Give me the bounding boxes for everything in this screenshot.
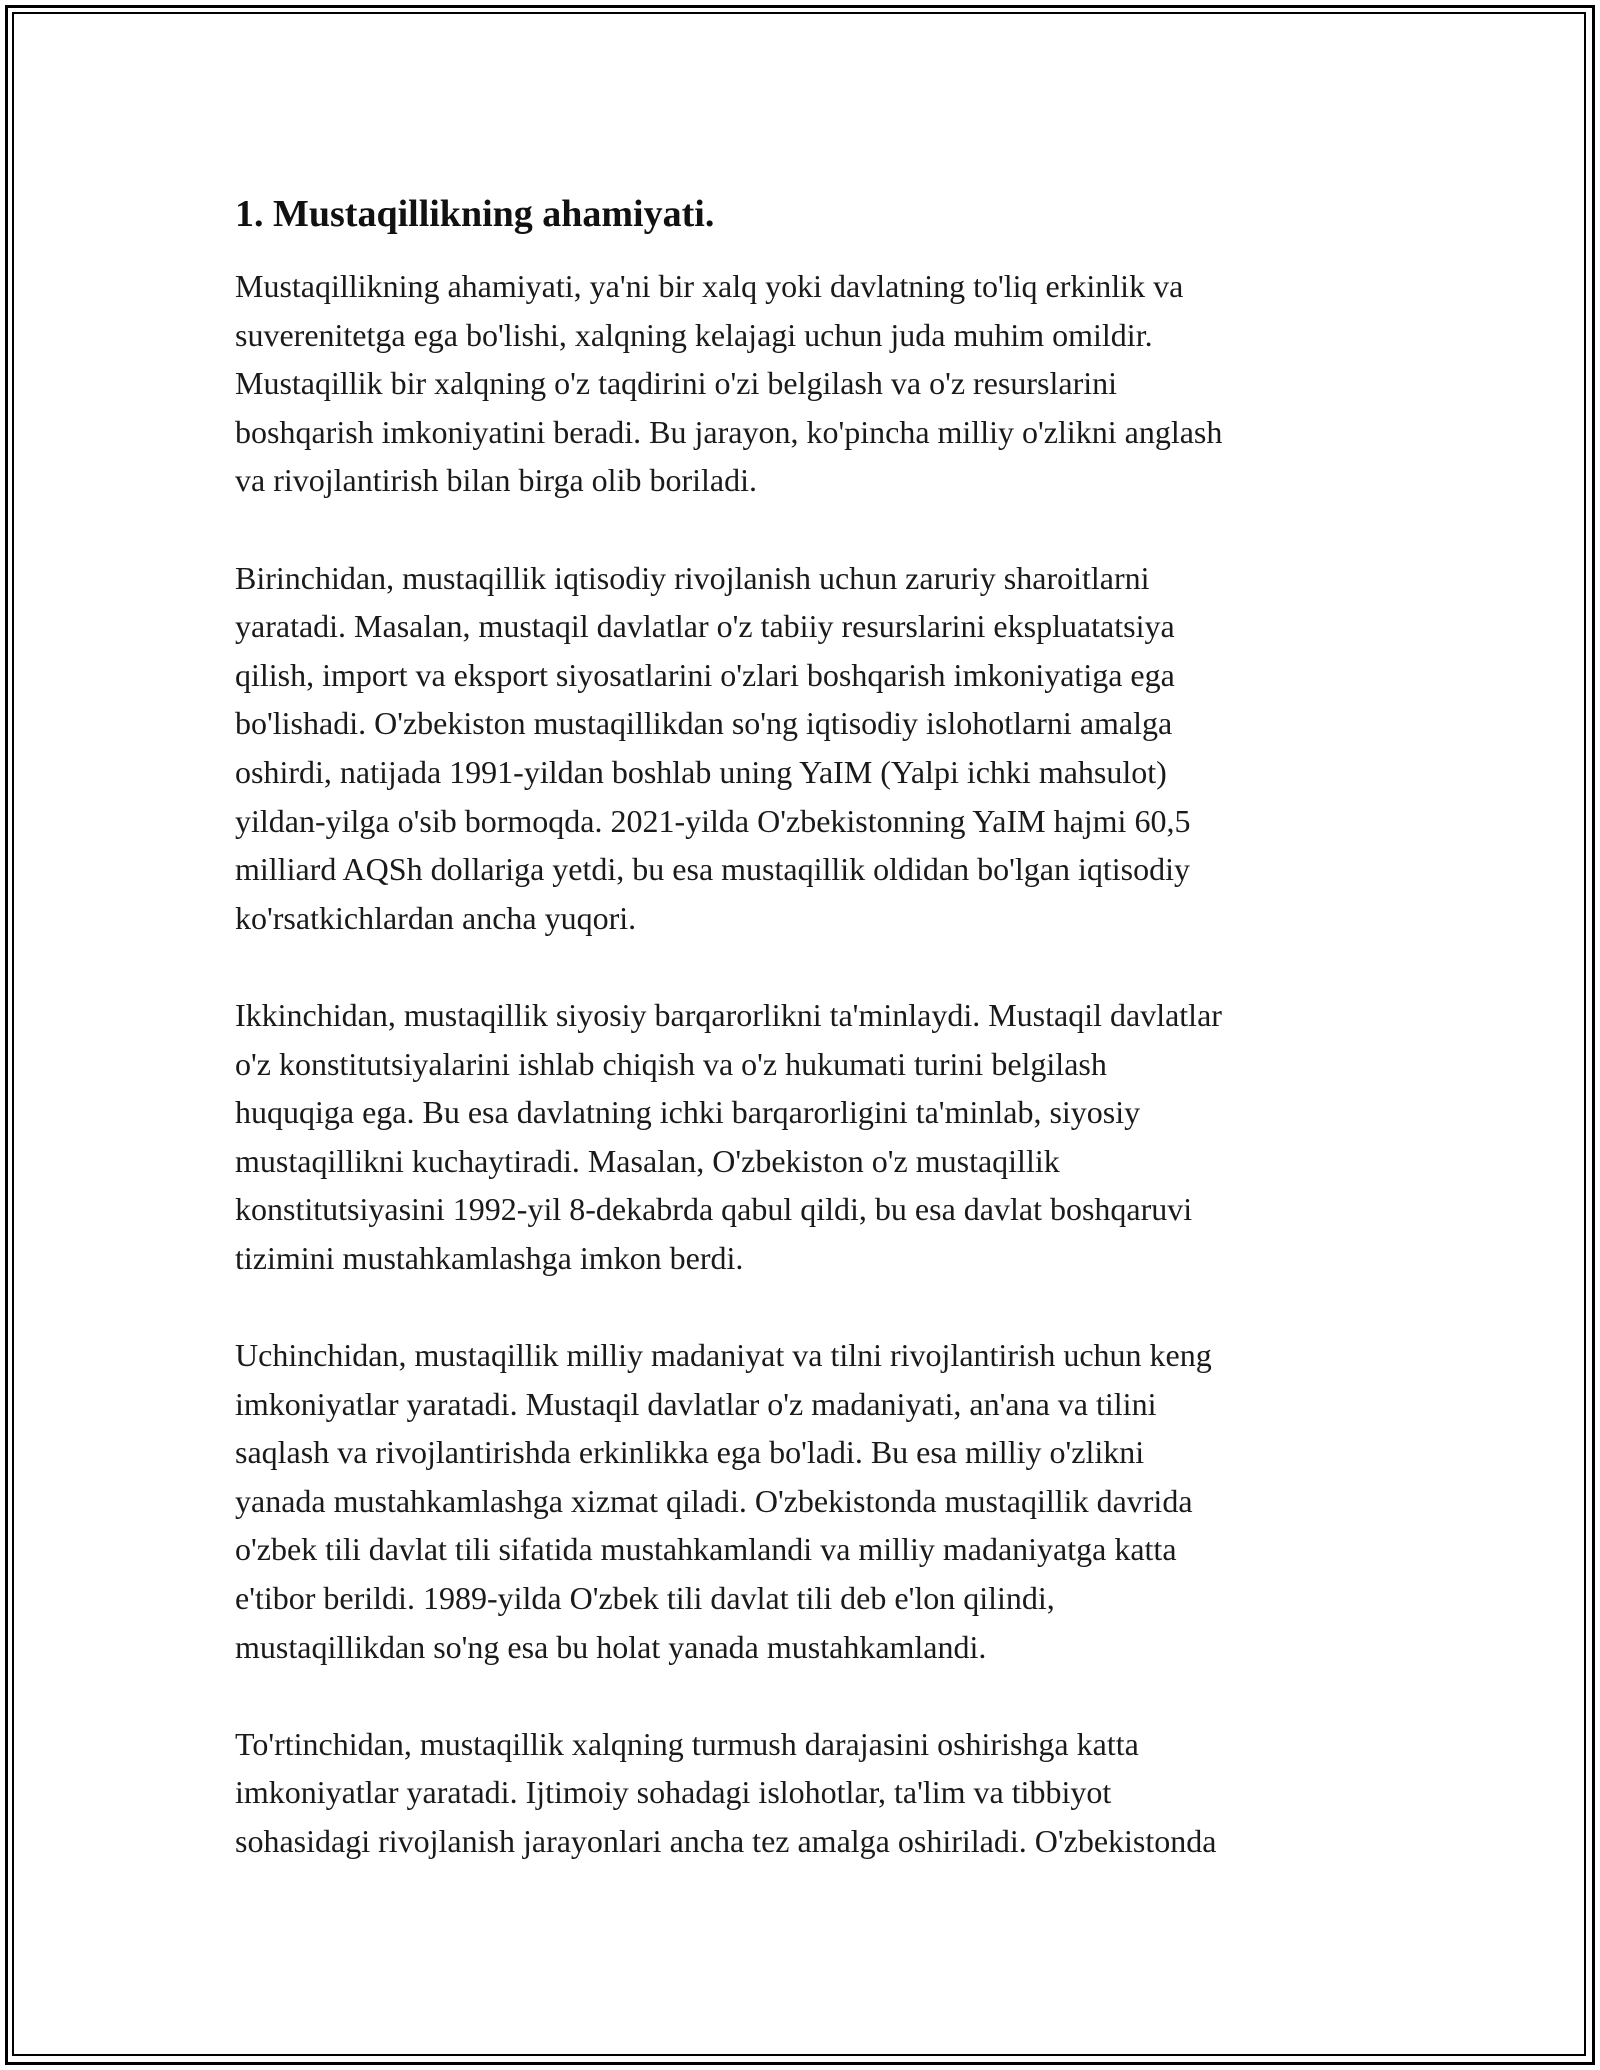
- text-line: Birinchidan, mustaqillik iqtisodiy rivojlanish uchun zaruriy sharoitlarni: [235, 559, 1150, 596]
- text-line: Mustaqillikning ahamiyati, ya'ni bir xalq yoki davlatning to'liq erkinlik va: [235, 268, 1184, 304]
- text-line: saqlash va rivojlantirishda erkinlikka ega bo'ladi. Bu esa milliy o'zlikni: [235, 1434, 1145, 1471]
- text-line: o'z konstitutsiyalarini ishlab chiqish va o'z hukumati turini belgilash: [235, 1045, 1107, 1082]
- document-body: [235, 186, 1375, 1914]
- text-line: yaratadi. Masalan, mustaqil davlatlar o'z tabiiy resurslarini ekspluatatsiya: [235, 608, 1175, 645]
- text-line: e'tibor berildi. 1989-yilda O'zbek tili davlat tili deb e'lon qilindi,: [235, 1580, 1055, 1617]
- paragraph-political: [235, 991, 1375, 1283]
- text-line: tizimini mustahkamlashga imkon berdi.: [235, 1239, 744, 1276]
- text-line: huquqiga ega. Bu esa davlatning ichki barqarorligini ta'minlab, siyosiy: [235, 1094, 1141, 1131]
- text-line: Uchinchidan, mustaqillik milliy madaniyat va tilni rivojlantirish uchun keng: [235, 1337, 1212, 1374]
- text-line: ko'rsatkichlardan ancha yuqori.: [235, 899, 637, 936]
- text-line: yanada mustahkamlashga xizmat qiladi. O'zbekistonda mustaqillik davrida: [235, 1482, 1193, 1519]
- text-line: milliard AQSh dollariga yetdi, bu esa mustaqillik oldidan bo'lgan iqtisodiy: [235, 851, 1190, 888]
- paragraph-cultural: [235, 1331, 1375, 1671]
- text-line: konstitutsiyasini 1992-yil 8-dekabrda qabul qildi, bu esa davlat boshqaruvi: [235, 1191, 1193, 1228]
- text-line: va rivojlantirish bilan birga olib boriladi.: [235, 462, 757, 499]
- text-line: imkoniyatlar yaratadi. Mustaqil davlatlar o'z madaniyati, an'ana va tilini: [235, 1385, 1157, 1422]
- text-line: qilish, import va eksport siyosatlarini o'zlari boshqarish imkoniyatiga ega: [235, 656, 1175, 693]
- text-line: sohasidagi rivojlanish jarayonlari ancha tez amalga oshiriladi. O'zbekistonda: [235, 1823, 1217, 1859]
- text-line: To'rtinchidan, mustaqillik xalqning turmush darajasini oshirishga katta: [235, 1725, 1139, 1762]
- text-line: Ikkinchidan, mustaqillik siyosiy barqarorlikni ta'minlaydi. Mustaqil davlatlar: [235, 996, 1222, 1033]
- text-line: boshqarish imkoniyatini beradi. Bu jarayon, ko'pincha milliy o'zlikni anglash: [235, 413, 1223, 450]
- paragraph-intro: [235, 262, 1375, 505]
- paragraph-economic: [235, 554, 1375, 943]
- text-line: mustaqillikni kuchaytiradi. Masalan, O'zbekiston o'z mustaqillik: [235, 1142, 1060, 1179]
- paragraph-living-standards: [235, 1720, 1375, 1866]
- text-line: o'zbek tili davlat tili sifatida mustahkamlandi va milliy madaniyatga katta: [235, 1531, 1177, 1568]
- text-line: imkoniyatlar yaratadi. Ijtimoiy sohadagi islohotlar, ta'lim va tibbiyot: [235, 1774, 1112, 1811]
- text-line: suverenitetga ega bo'lishi, xalqning kelajagi uchun juda muhim omildir.: [235, 316, 1153, 353]
- text-line: bo'lishadi. O'zbekiston mustaqillikdan so'ng iqtisodiy islohotlarni amalga: [235, 705, 1173, 742]
- text-line: Mustaqillik bir xalqning o'z taqdirini o'zi belgilash va o'z resurslarini: [235, 365, 1117, 402]
- text-line: yildan-yilga o'sib bormoqda. 2021-yilda O'zbekistonning YaIM hajmi 60,5: [235, 802, 1191, 839]
- section-heading: 1. Mustaqillikning ahamiyati.: [235, 193, 715, 235]
- text-line: oshirdi, natijada 1991-yildan boshlab uning YaIM (Yalpi ichki mahsulot): [235, 753, 1167, 790]
- text-line: mustaqillikdan so'ng esa bu holat yanada mustahkamlandi.: [235, 1628, 987, 1665]
